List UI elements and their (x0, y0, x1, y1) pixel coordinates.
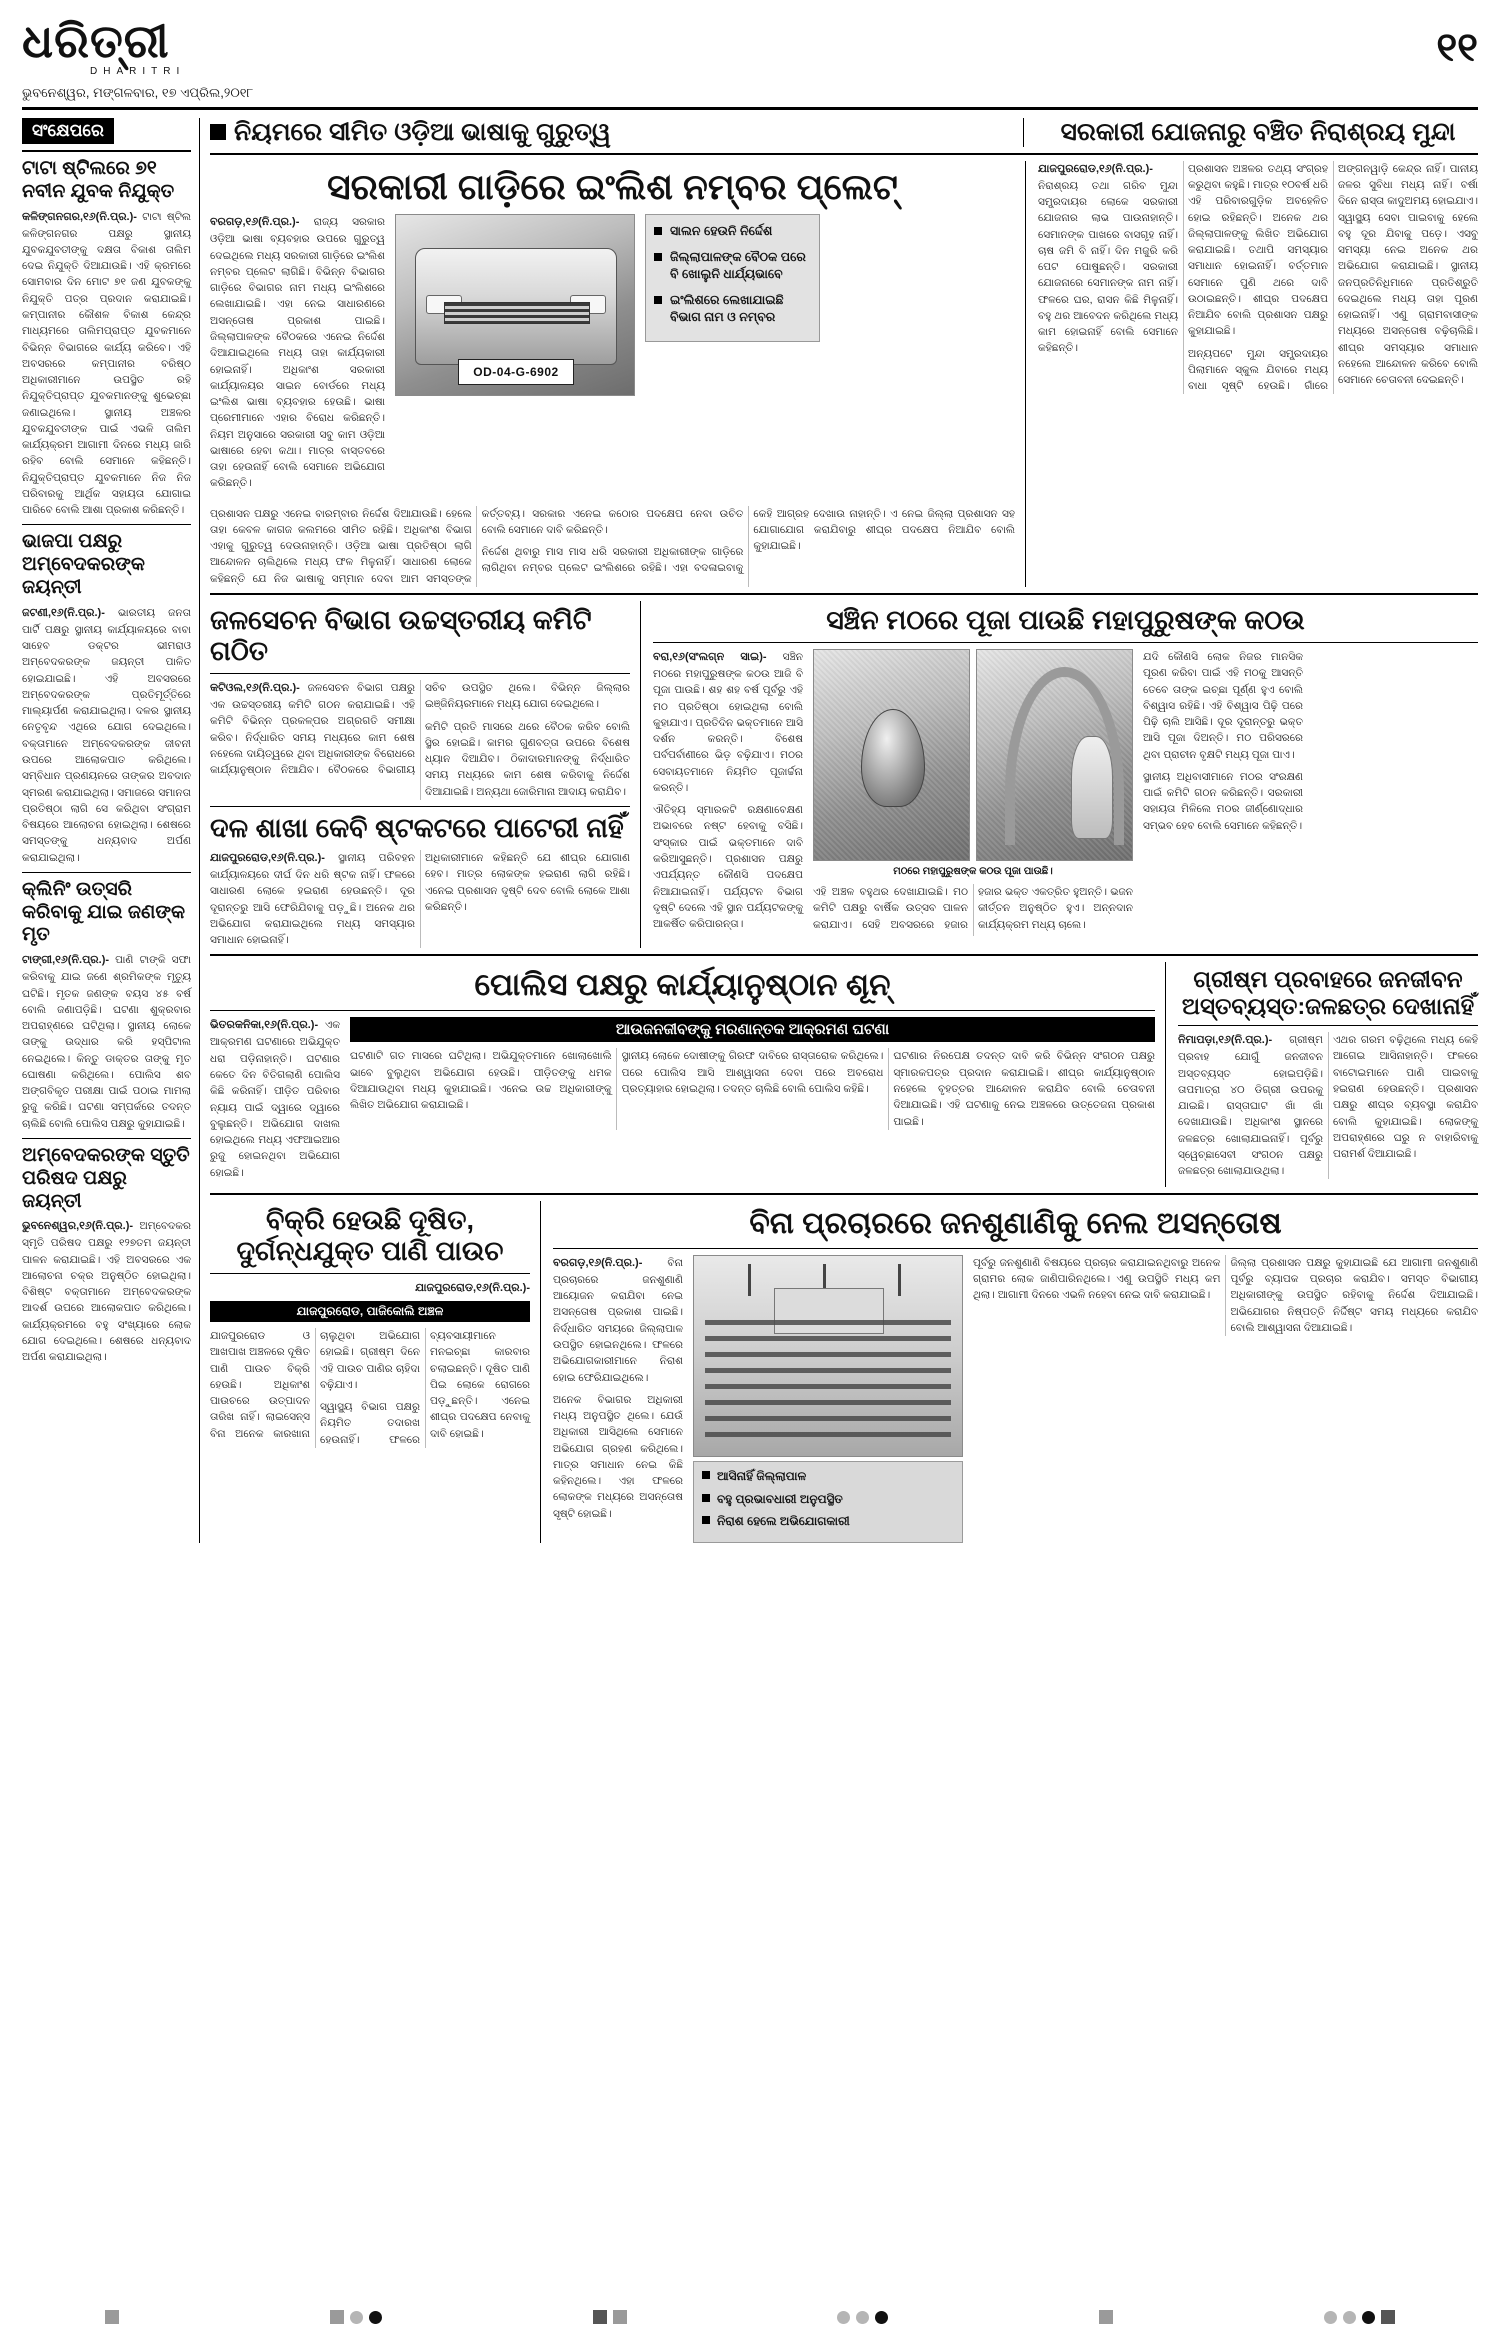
item-headline: ଟାଟା ଷ୍ଟିଲରେ ୭୧ ନବୀନ ଯୁବକ ନିଯୁକ୍ତ (22, 158, 175, 202)
grille (444, 302, 590, 325)
hearing-headline: ବିନା ପ୍ରଚାରରେ ଜନଶୁଣାଣିକୁ ନେଲ ଅସନ୍ତୋଷ (749, 1206, 1282, 1240)
hearing-dateline: ବରଗଡ଼,୧୬(ନି.ପ୍ର.)- (553, 1256, 643, 1269)
item-headline: କ୍ଲିନିଂ ଉତ୍ସରି କରିବାକୁ ଯାଇ ଜଣଙ୍କ ମୃତ (22, 878, 186, 946)
police-subhead-bar: ଆଉଜନଜୀବଙ୍କୁ ମରଣାନ୍ତକ ଆକ୍ରମଣ ଘଟଣା (350, 1017, 1155, 1042)
math-far-body-1: ଯଦି କୌଣସି ଲୋକ ନିଜର ମାନସିକ ପୂରଣ କରିବା ପାଇଁ ଏହି ମଠକୁ ଆସନ୍ତି ତେବେ ତାଙ୍କ ଇଚ୍ଛା ପୂର୍ଣ୍ଣ ହୁଏ ବୋଲି ବିଶ୍ୱାସ ରହିଛି। ଏହି ବିଶ୍ୱାସ ପିଢ଼ି ପରେ ପିଢ଼ି ଚାଲି ଆସିଛି। ଦୂର ଦୂରାନ୍ତରୁ ଭକ୍ତ ଆସି ପୂଜା ଦିଅନ୍ତି। ମଠ ପରିସରରେ ଥିବା ପ୍ରାଚୀନ ବୃକ୍ଷଟି ମଧ୍ୟ ପୂଜା ପାଏ। (1143, 651, 1303, 761)
masthead (22, 15, 1478, 110)
newspaper-logo: ଧରିତ୍ରୀ (22, 15, 170, 67)
priest-figure (1071, 736, 1113, 839)
bullet-item: ସାଲନ ହେଉନି ନିର୍ଦ୍ଦେଶ (654, 223, 811, 240)
bullet-item: ଜିଲ୍ଲାପାଳଙ୍କ ବୈଠକ ପରେ ବି ଖୋଲୁନି ଧାର୍ଯ୍ୟଭାବେ (654, 249, 811, 283)
math-photo-caption: ମଠରେ ମହାପୁରୁଷଙ୍କ କଠଉ ପୂଜା ପାଉଛି। (893, 866, 1053, 878)
bjp-anniversary-item (22, 531, 191, 865)
ceiling-lamp-icon (748, 1264, 751, 1296)
caption-bullet: ଆସିନାହିଁ ଜିଲ୍ଲାପାଳ (702, 1468, 954, 1485)
registration-square (1381, 2310, 1395, 2324)
kicker-left: ନିୟମରେ ସୀମିତ ଓଡ଼ିଆ ଭାଷାକୁ ଗୁରୁତ୍ୱ (234, 118, 611, 146)
kicker-right: ସରକାରୀ ଯୋଜନାରୁ ବଞ୍ଚିତ ନିରାଶ୍ରୟ ମୁନ୍ଦା (1060, 118, 1456, 146)
main-headline: ସରକାରୀ ଗାଡ଼ିରେ ଇଂଲିଶ ନମ୍ବର ପ୍ଲେଟ୍ (327, 165, 898, 207)
audience-rows (705, 1320, 952, 1444)
item-dateline: ଟାଙ୍ଗୀ,୧୬(ନି.ପ୍ର.)- (22, 954, 110, 967)
tata-skill-item (22, 158, 191, 518)
top-right-dateline: ଯାଜପୁରରୋଡ,୧୬(ନି.ପ୍ର.)- (1038, 162, 1153, 175)
registration-circle (837, 2311, 850, 2324)
hearing-photo-caption-box (693, 1461, 963, 1543)
top-body-1: ରାଜ୍ୟ ସରକାର ଓଡ଼ିଆ ଭାଷା ବ୍ୟବହାର ଉପରେ ଗୁରୁତ୍ୱ ଦେଇଥିଲେ ମଧ୍ୟ ସରକାରୀ ଗାଡ଼ିରେ ଇଂଲିଶ ନମ୍ବର ପ୍ଲେଟ ଲାଗିଛି। ବିଭିନ୍ନ ବିଭାଗର ଗାଡ଼ିରେ ବିଭାଗର ନାମ ମଧ୍ୟ ଇଂଲିଶରେ ଲେଖାଯାଇଛି। ଏହା ନେଇ ସାଧାରଣରେ ଅସନ୍ତୋଷ ପ୍ରକାଶ ପାଇଛି। ଜିଲ୍ଲାପାଳଙ୍କ ବୈଠକରେ ଏନେଇ ନିର୍ଦ୍ଦେଶ ଦିଆଯାଇଥିଲେ ମଧ୍ୟ ତାହା କାର୍ଯ୍ୟକାରୀ ହୋଇନାହିଁ। ଅଧିକାଂଶ ସରକାରୀ କାର୍ଯ୍ୟାଳୟର ସାଇନ ବୋର୍ଡରେ ମଧ୍ୟ ଇଂଲିଶ ଭାଷା ବ୍ୟବହାର ହେଉଛି। ଭାଷା ପ୍ରେମୀମାନେ ଏହାର ବିରୋଧ କରିଛନ୍ତି। ନିୟମ ଅନୁସାରେ ସରକାରୀ ସବୁ କାମ ଓଡ଼ିଆ ଭାଷାରେ ହେବା କଥା। ମାତ୍ର ବାସ୍ତବରେ ତାହା ହେଉନାହିଁ ବୋଲି ସେମାନେ ଅଭିଯୋଗ କରିଛନ୍ତି। (210, 216, 385, 490)
math-body-2: ଐତିହ୍ୟ ସ୍ମାରକଟି ରକ୍ଷଣାବେକ୍ଷଣ ଅଭାବରେ ନଷ୍ଟ ହେବାକୁ ବସିଛି। ସଂସ୍କାର ପାଇଁ ଭକ୍ତମାନେ ଦାବି କରିଆସୁଛନ୍ତି। ପ୍ରଶାସନ ପକ୍ଷରୁ ଏପର୍ଯ୍ୟନ୍ତ କୌଣସି ପଦକ୍ଷେପ ନିଆଯାଇନାହିଁ। ପର୍ଯ୍ୟଟନ ବିଭାଗ ଦୃଷ୍ଟି ଦେଲେ ଏହି ସ୍ଥାନ ପର୍ଯ୍ୟଟକଙ୍କୁ ଆକର୍ଷିତ କରିପାରନ୍ତା। (653, 804, 803, 931)
math-photo-1 (813, 649, 970, 861)
stock-body-1: ସ୍ଥାନୀୟ ପରିବହନ କାର୍ଯ୍ୟାଳୟରେ ଦୀର୍ଘ ଦିନ ଧରି ଷ୍ଟକ ନାହିଁ। ଫଳରେ ସାଧାରଣ ଲୋକେ ହଇରାଣ ହେଉଛନ୍ତି। ଦୂର ଦୂରାନ୍ତରୁ ଆସି ଫେରିଯିବାକୁ ପଡ଼ୁଛି। ଅନେକ ଥର ଅଭିଯୋଗ କରାଯାଇଥିଲେ ମଧ୍ୟ ସମସ୍ୟାର ସମାଧାନ ହୋଇନାହିଁ। (210, 851, 416, 947)
math-dateline: ବରା,୧୬(ସଂଲଗ୍ନ ସାଇ)- (653, 651, 767, 664)
page-body (22, 118, 1478, 1543)
math-far-body-2: ସ୍ଥାନୀୟ ଅଧିବାସୀମାନେ ମଠର ସଂରକ୍ଷଣ ପାଇଁ କମିଟି ଗଠନ କରିଛନ୍ତି। ସରକାରୀ ସହାୟତା ମିଳିଲେ ମଠର ଜୀର୍ଣ୍ଣୋଦ୍ଧାର ସମ୍ଭବ ହେବ ବୋଲି ସେମାନେ କହିଛନ୍ତି। (1143, 770, 1303, 832)
top-right-body-2: ପ୍ରଶାସନ ଅଞ୍ଚଳର ତଥ୍ୟ ସଂଗ୍ରହ କରୁଥିବା କହୁଛି। ମାତ୍ର ୧୦ବର୍ଷ ଧରି ଏହି ପରିବାରଗୁଡ଼ିକ ଅବହେଳିତ ହୋଇ ରହିଛନ୍ତି। ଅନେକ ଥର ଜିଲ୍ଲାପାଳଙ୍କୁ ଲିଖିତ ଅଭିଯୋଗ କରାଯାଇଛି। ତଥାପି ସମସ୍ୟାର ସମାଧାନ ହୋଇନାହିଁ। ବର୍ତ୍ତମାନ ସେମାନେ ପୁଣି ଥରେ ଦାବି ଉଠାଇଛନ୍ତି। ଶୀଘ୍ର ପଦକ୍ଷେପ ନିଆଯିବ ବୋଲି ପ୍ରଶାସନ ପକ୍ଷରୁ କୁହାଯାଇଛି। (1188, 162, 1328, 338)
public-hearing-photo (693, 1255, 963, 1457)
item-body: ଅମ୍ବେଦକର ସ୍ମୃତି ପରିଷଦ ପକ୍ଷରୁ ୧୨୭ତମ ଜୟନ୍ତୀ ପାଳନ କରାଯାଇଛି। ଏହି ଅବସରରେ ଏକ ଆଲୋଚନା ଚକ୍ର ଅନୁଷ୍ଠିତ ହୋଇଥିଲା। ବିଶିଷ୍ଟ ବକ୍ତାମାନେ ଅମ୍ବେଦକରଙ୍କ ଆଦର୍ଶ ଉପରେ ଆଲୋକପାତ କରିଥିଲେ। କାର୍ଯ୍ୟକ୍ରମରେ ବହୁ ସଂଖ୍ୟାରେ ଲୋକ ଯୋଗ ଦେଇଥିଲେ। ଶେଷରେ ଧନ୍ୟବାଦ ଅର୍ପଣ କରାଯାଇଥିଲା। (22, 1220, 191, 1364)
item-dateline: କଳିଙ୍ଗନଗର,୧୬(ନି.ପ୍ର.)- (22, 210, 137, 223)
registration-square (330, 2310, 344, 2324)
print-registration-marks (0, 2300, 1500, 2334)
top-body-3: ନିର୍ଦ୍ଦେଶ ଥିବାରୁ ମାସ ମାସ ଧରି ସରକାରୀ ଅଧିକାରୀଙ୍କ ଗାଡ଼ିରେ ଲାଗିଥିବା ନମ୍ବର ପ୍ଲେଟ ଇଂଲିଶରେ ରହିଛି। ଏହା ବଦଳାଇବାକୁ କେହି ଆଗ୍ରହ ଦେଖାଉ ନାହାନ୍ତି। ଏ ନେଇ ଜିଲ୍ଲା ପ୍ରଶାସନ ସହ ଯୋଗାଯୋଗ କରାଯିବାରୁ ଶୀଘ୍ର ପଦକ୍ଷେପ ନିଆଯିବ ବୋଲି କୁହାଯାଇଛି। (481, 507, 1015, 575)
registration-circle (1362, 2311, 1375, 2324)
top-right-body-1: ନିରାଶ୍ରୟ ତଥା ଗରିବ ମୁନ୍ଦା ସମ୍ପ୍ରଦାୟର ଲୋକେ ସରକାରୀ ଯୋଜନାର ଲାଭ ପାଉନାହାନ୍ତି। ସେମାନଙ୍କ ପାଖରେ ବାସଗୃହ ନାହିଁ। ଚାଷ ଜମି ବି ନାହିଁ। ଦିନ ମଜୁରି କରି ପେଟ ପୋଷୁଛନ୍ତି। ସରକାରୀ ଯୋଜନାରେ ସେମାନଙ୍କ ନାମ ନାହିଁ। ଫଳରେ ଘର, ରାସନ କିଛି ମିଳୁନାହିଁ। ବହୁ ଥର ଆବେଦନ କରିଥିଲେ ମଧ୍ୟ କାମ ହୋଇନାହିଁ ବୋଲି ସେମାନେ କହିଛନ୍ତି। (1038, 179, 1178, 355)
bullet-square-icon (210, 124, 226, 140)
registration-square (1099, 2310, 1113, 2324)
top-bullet-box (645, 214, 820, 341)
water-pouch-headline: ବିକ୍ରି ହେଉଛି ଦୂଷିତ, ଦୁର୍ଗନ୍ଧଯୁକ୍ତ ପାଣି ପାଉଚ (236, 1204, 504, 1266)
police-body-3: ସ୍ଥାନୀୟ ଲୋକେ ଦୋଷୀଙ୍କୁ ଗିରଫ ଦାବିରେ ରାସ୍ତାରୋକ କରିଥିଲେ। ପରେ ପୋଲିସ ଆସି ଆଶ୍ୱାସନା ଦେବା ପରେ ଅବରୋଧ ପ୍ରତ୍ୟାହାର ହୋଇଥିଲା। ତଦନ୍ତ ଚାଲିଛି ବୋଲି ପୋଲିସ କହିଛି। (621, 1050, 884, 1095)
registration-circle (1343, 2311, 1356, 2324)
math-headline: ସଞ୍ଚିନ ମଠରେ ପୂଜା ପାଉଛି ମହାପୁରୁଷଙ୍କ କଠଉ (826, 604, 1305, 635)
item-headline: ଭାଜପା ପକ୍ଷରୁ ଅମ୍ବେଦକରଙ୍କ ଜୟନ୍ତୀ (22, 531, 145, 599)
irrigation-body-1: ଜଳସେଚନ ବିଭାଗ ପକ୍ଷରୁ ଏକ ଉଚ୍ଚସ୍ତରୀୟ କମିଟି ଗଠନ କରାଯାଇଛି। ଏହି କମିଟି ବିଭିନ୍ନ ପ୍ରକଳ୍ପର ଅଗ୍ରଗତି ସମୀକ୍ଷା କରିବ। ନିର୍ଦ୍ଧାରିତ ସମୟ ମଧ୍ୟରେ କାମ ଶେଷ ନହେଲେ ଦାୟିତ୍ୱରେ ଥିବା ଅଧିକାରୀଙ୍କ ବିରୋଧରେ କାର୍ଯ୍ୟାନୁଷ୍ଠାନ ନିଆଯିବ। ବୈଠକରେ ବିଭାଗୀୟ ସଚିବ ଉପସ୍ଥିତ ଥିଲେ। ବିଭିନ୍ନ ଜିଲ୍ଲାର ଇଞ୍ଜିନିୟରମାନେ ମଧ୍ୟ ଯୋଗ ଦେଇଥିଲେ। (210, 682, 630, 777)
registration-square (105, 2310, 119, 2324)
item-headline: ଅମ୍ବେଦକରଙ୍କ ସ୍ତୁତି ପରିଷଦ ପକ୍ଷରୁ ଜୟନ୍ତୀ (22, 1144, 190, 1212)
caption-bullet: ବହୁ ପ୍ରଭାବଧାରୀ ଅନୁପସ୍ଥିତ (702, 1491, 954, 1508)
hearing-body-1: ବିନା ପ୍ରଚାରରେ ଜନଶୁଣାଣି ଆୟୋଜନ କରାଯିବା ନେଇ ଅସନ୍ତୋଷ ପ୍ରକାଶ ପାଇଛି। ନିର୍ଦ୍ଧାରିତ ସମୟରେ ଜିଲ୍ଲାପାଳ ଉପସ୍ଥିତ ହୋଇନଥିଲେ। ଫଳରେ ଅଭିଯୋଗକାରୀମାନେ ନିରାଶ ହୋଇ ଫେରିଯାଇଥିଲେ। (553, 1256, 683, 1384)
deity-figure (861, 709, 925, 808)
heat-headline: ଗ୍ରୀଷ୍ମ ପ୍ରବାହରେ ଜନଜୀବନ ଅସ୍ତବ୍ୟସ୍ତ:ଜଳଛତ୍ର ଦେଖାନାହିଁ (1181, 966, 1475, 1019)
masthead-dateline: ଭୁବନେଶ୍ୱର, ମଙ୍ଗଳବାର, ୧୭ ଏପ୍ରିଲ,୨୦୧୮ (22, 85, 254, 100)
ceiling-lamp-icon (898, 1264, 901, 1296)
ambedkar-statue-item (22, 1145, 191, 1366)
heat-body-2: ଏଥର ଗରମ ବଢ଼ିଥିଲେ ମଧ୍ୟ କେହି ଆଗେଇ ଆସିନାହାନ୍ତି। ଫଳରେ ବାଟୋଇମାନେ ପାଣି ପାଇବାକୁ ହଇରାଣ ହେଉଛନ୍ତି। ପ୍ରଶାସନ ପକ୍ଷରୁ ଶୀଘ୍ର ବ୍ୟବସ୍ଥା କରାଯିବ ବୋଲି କୁହାଯାଇଛି। ଲୋକଙ୍କୁ ଅପରାହ୍ଣରେ ଘରୁ ନ ବାହାରିବାକୁ ପରାମର୍ଶ ଦିଆଯାଇଛି। (1333, 1034, 1478, 1161)
water-pouch-dateline: ଯାଜପୁରରୋଡ,୧୬(ନି.ପ୍ର.)- (415, 1281, 530, 1294)
registration-circle (875, 2311, 888, 2324)
registration-circle (350, 2311, 363, 2324)
hearing-body-4: ଜିଲ୍ଲା ପ୍ରଶାସନ ପକ୍ଷରୁ କୁହାଯାଇଛି ଯେ ଆଗାମୀ ଜନଶୁଣାଣି ପୂର୍ବରୁ ବ୍ୟାପକ ପ୍ରଚାର କରାଯିବ। ସମସ୍ତ ବିଭାଗୀୟ ଅଧିକାରୀଙ୍କୁ ଉପସ୍ଥିତ ରହିବାକୁ ନିର୍ଦ୍ଦେଶ ଦିଆଯାଇଛି। ଅଭିଯୋଗର ନିଷ୍ପତ୍ତି ନିର୍ଦ୍ଦିଷ୍ଟ ସମୟ ମଧ୍ୟରେ କରାଯିବ ବୋଲି ଆଶ୍ୱାସନା ଦିଆଯାଇଛି। (1230, 1256, 1478, 1334)
hearing-body-3: ପୂର୍ବରୁ ଜନଶୁଣାଣି ବିଷୟରେ ପ୍ରଚାର କରାଯାଇନଥିବାରୁ ଅନେକ ଗ୍ରାମର ଲୋକ ଜାଣିପାରିନଥିଲେ। ଏଣୁ ଉପସ୍ଥିତି ମଧ୍ୟ କମ ଥିଲା। ଆଗାମୀ ଦିନରେ ଏଭଳି ନହେବା ନେଇ ଦାବି କରାଯାଇଛି। (973, 1256, 1221, 1302)
math-body-1: ସଞ୍ଚିନ ମଠରେ ମହାପୁରୁଷଙ୍କ କଠଉ ଆଜି ବି ପୂଜା ପାଉଛି। ଶହ ଶହ ବର୍ଷ ପୂର୍ବରୁ ଏହି ମଠ ପ୍ରତିଷ୍ଠା ହୋଇଥିଲା ବୋଲି କୁହାଯାଏ। ପ୍ରତିଦିନ ଭକ୍ତମାନେ ଆସି ଦର୍ଶନ କରନ୍ତି। ବିଶେଷ ପର୍ବପର୍ବାଣୀରେ ଭିଡ଼ ବଢ଼ିଯାଏ। ମଠର ସେବାୟତମାନେ ନିୟମିତ ପୂଜାର୍ଚ୍ଚନା କରନ୍ତି। (653, 651, 804, 794)
item-body: ଟାଟା ଷ୍ଟିଲ କଳିଙ୍ଗନଗର ପକ୍ଷରୁ ସ୍ଥାନୀୟ ଯୁବକଯୁବତୀଙ୍କୁ ଦକ୍ଷତା ବିକାଶ ତାଲିମ ଦେଇ ନିଯୁକ୍ତି ଦିଆଯାଉଛି। ଏହି କ୍ରମରେ ସୋମବାର ଦିନ ମୋଟ ୭୧ ଜଣ ଯୁବକଙ୍କୁ ନିଯୁକ୍ତି ପତ୍ର ପ୍ରଦାନ କରାଯାଇଛି। କମ୍ପାନୀର କୌଶଳ ବିକାଶ କେନ୍ଦ୍ର ମାଧ୍ୟମରେ ତାଲିମପ୍ରାପ୍ତ ଯୁବକମାନେ ବିଭିନ୍ନ ବିଭାଗରେ କାର୍ଯ୍ୟ କରିବେ। ଏହି ଅବସରରେ କମ୍ପାନୀର ବରିଷ୍ଠ ଅଧିକାରୀମାନେ ଉପସ୍ଥିତ ରହି ନିଯୁକ୍ତିପ୍ରାପ୍ତ ଯୁବକମାନଙ୍କୁ ଶୁଭେଚ୍ଛା ଜଣାଇଥିଲେ। ସ୍ଥାନୀୟ ଅଞ୍ଚଳର ଯୁବକଯୁବତୀଙ୍କ ପାଇଁ ଏଭଳି ତାଲିମ କାର୍ଯ୍ୟକ୍ରମ ଆଗାମୀ ଦିନରେ ମଧ୍ୟ ଜାରି ରହିବ ବୋଲି ସେମାନେ କହିଛନ୍ତି। ନିଯୁକ୍ତିପ୍ରାପ୍ତ ଯୁବକମାନେ ନିଜ ନିଜ ପରିବାରକୁ ଆର୍ଥିକ ସହାୟତା ଯୋଗାଇ ପାରିବେ ବୋଲି ଆଶା ପ୍ରକାଶ କରିଛନ୍ତି। (22, 210, 191, 517)
police-body-2: ଘଟଣାଟି ଗତ ମାସରେ ଘଟିଥିଲା। ଅଭିଯୁକ୍ତମାନେ ଖୋଲାଖୋଲି ଭାବେ ବୁଲୁଥିବା ଅଭିଯୋଗ ହେଉଛି। ପୀଡ଼ିତଙ୍କୁ ଧମକ ଦିଆଯାଉଥିବା ମଧ୍ୟ କୁହାଯାଇଛି। ଏନେଇ ଉଚ୍ଚ ଅଧିକାରୀଙ୍କୁ ଲିଖିତ ଅଭିଯୋଗ କରାଯାଇଛି। (350, 1050, 612, 1112)
water-pouch-body-1: ଯାଜପୁରରୋଡ ଓ ଆଖପାଖ ଅଞ୍ଚଳରେ ଦୂଷିତ ପାଣି ପାଉଚ ବିକ୍ରି ହେଉଛି। ଅଧିକାଂଶ ପାଉଚରେ ଉତ୍ପାଦନ ତାରିଖ ନାହିଁ। ଲାଇସେନ୍ସ ବିନା ଅନେକ କାରଖାନା ଚାଲୁଥିବା ଅଭିଯୋଗ ହୋଇଛି। ଗ୍ରୀଷ୍ମ ଦିନେ ଏହି ପାଉଚ ପାଣିର ଚାହିଦା ବଢ଼ିଯାଏ। (210, 1330, 420, 1440)
irrigation-dateline: କଟିଓଲ,୧୬(ନି.ପ୍ର.)- (210, 682, 300, 695)
main-content (210, 118, 1478, 1543)
registration-circle (369, 2311, 382, 2324)
top-dateline: ବରଗଡ଼,୧୬(ନି.ପ୍ର.)- (210, 216, 300, 229)
item-dateline: ଭୁବନେଶ୍ୱର,୧୬(ନି.ପ୍ର.)- (22, 1220, 134, 1233)
left-sidebar (22, 118, 200, 1543)
vehicle-body (415, 248, 617, 365)
sidebar-label: ସଂକ୍ଷେପରେ (22, 118, 114, 144)
cleaning-death-item (22, 879, 191, 1132)
number-plate: OD-04-G-6902 (458, 359, 574, 384)
item-body: ଭାରତୀୟ ଜନତା ପାର୍ଟି ପକ୍ଷରୁ ସ୍ଥାନୀୟ କାର୍ଯ୍ୟାଳୟରେ ବାବା ସାହେବ ଡକ୍ଟର ଭୀମରାଓ ଅମ୍ବେଦକରଙ୍କ ଜୟନ୍ତୀ ପାଳିତ ହୋଇଯାଇଛି। ଏହି ଅବସରରେ ଅମ୍ବେଦକରଙ୍କ ପ୍ରତିମୂର୍ତ୍ତିରେ ମାଲ୍ୟାର୍ପଣ କରାଯାଇଥିଲା। ଦଳର ସ୍ଥାନୀୟ ନେତୃବୃନ୍ଦ ଏଥିରେ ଯୋଗ ଦେଇଥିଲେ। ବକ୍ତାମାନେ ଅମ୍ବେଦକରଙ୍କ ଜୀବନୀ ଉପରେ ଆଲୋକପାତ କରିଥିଲେ। ସମ୍ବିଧାନ ପ୍ରଣୟନରେ ତାଙ୍କର ଅବଦାନ ସ୍ମରଣ କରାଯାଇଥିଲା। ସମାଜରେ ସମାନତା ପ୍ରତିଷ୍ଠା ଲାଗି ସେ କରିଥିବା ସଂଗ୍ରାମ ବିଷୟରେ ଆଲୋଚନା ହୋଇଥିଲା। ଶେଷରେ ସମସ୍ତଙ୍କୁ ଧନ୍ୟବାଦ ଅର୍ପଣ କରାଯାଇଥିଲା। (22, 606, 191, 864)
newspaper-logo-subtitle: DHARITRI (90, 66, 186, 77)
caption-bullet: ନିରାଶ ହେଲେ ଅଭିଯୋଗକାରୀ (702, 1513, 954, 1530)
irrigation-headline: ଜଳସେଚନ ବିଭାଗ ଉଚ୍ଚସ୍ତରୀୟ କମିଟି ଗଠିତ (210, 604, 592, 667)
govt-vehicle-photo (395, 214, 635, 396)
irrigation-body-2: କମିଟି ପ୍ରତି ମାସରେ ଥରେ ବୈଠକ କରିବ ବୋଲି ସ୍ଥିର ହୋଇଛି। କାମର ଗୁଣବତ୍ତା ଉପରେ ବିଶେଷ ଧ୍ୟାନ ଦିଆଯିବ। ଠିକାଦାରମାନଙ୍କୁ ନିର୍ଦ୍ଧାରିତ ସମୟ ମଧ୍ୟରେ କାମ ଶେଷ କରିବାକୁ ନିର୍ଦ୍ଦେଶ ଦିଆଯାଇଛି। ଅନ୍ୟଥା ଜୋରିମାନା ଆଦାୟ କରାଯିବ। (425, 720, 630, 798)
stock-body-2: ଅଧିକାରୀମାନେ କହିଛନ୍ତି ଯେ ଶୀଘ୍ର ଯୋଗାଣ ହେବ। ମାତ୍ର ଲୋକଙ୍କ ହଇରାଣ ଲାଗି ରହିଛି। ଏନେଇ ପ୍ରଶାସନ ଦୃଷ୍ଟି ଦେବ ବୋଲି ଲୋକେ ଆଶା କରିଛନ୍ତି। (425, 851, 630, 913)
water-pouch-body-2: ସ୍ୱାସ୍ଥ୍ୟ ବିଭାଗ ପକ୍ଷରୁ ନିୟମିତ ତଦାରଖ ହେଉନାହିଁ। ଫଳରେ ବ୍ୟବସାୟୀମାନେ ମନଇଚ୍ଛା କାରବାର ଚଲାଇଛନ୍ତି। ଦୂଷିତ ପାଣି ପିଇ ଲୋକେ ରୋଗରେ ପଡ଼ୁଛନ୍ତି। ଏନେଇ ଶୀଘ୍ର ପଦକ୍ଷେପ ନେବାକୁ ଦାବି ହୋଇଛି। (320, 1330, 530, 1446)
registration-circle (1324, 2311, 1337, 2324)
police-headline: ପୋଲିସ ପକ୍ଷରୁ କାର୍ଯ୍ୟାନୁଷ୍ଠାନ ଶୂନ୍ (474, 967, 891, 1003)
registration-square (613, 2310, 627, 2324)
registration-circle (856, 2311, 869, 2324)
heat-body-1: ଗ୍ରୀଷ୍ମ ପ୍ରବାହ ଯୋଗୁଁ ଜନଜୀବନ ଅସ୍ତବ୍ୟସ୍ତ ହୋଇପଡ଼ିଛି। ତାପମାତ୍ରା ୪୦ ଡିଗ୍ରୀ ଉପରକୁ ଯାଇଛି। ରାସ୍ତାଘାଟ ଖାଁ ଖାଁ ଦେଖାଯାଉଛି। ଅଧିକାଂଶ ସ୍ଥାନରେ ଜଳଛତ୍ର ଖୋଲାଯାଇନାହିଁ। ପୂର୍ବରୁ ସ୍ୱେଚ୍ଛାସେବୀ ସଂଗଠନ ପକ୍ଷରୁ ଜଳଛତ୍ର ଖୋଲାଯାଉଥିଲା। (1178, 1034, 1323, 1178)
math-photo-2 (976, 649, 1133, 861)
item-body: ପାଣି ଟାଙ୍କି ସଫା କରିବାକୁ ଯାଇ ଜଣେ ଶ୍ରମିକଙ୍କ ମୃତ୍ୟୁ ଘଟିଛି। ମୃତକ ଜଣଙ୍କ ବୟସ ୪୫ ବର୍ଷ ବୋଲି ଜଣାପଡ଼ିଛି। ଘଟଣା ଶୁକ୍ରବାର ଅପରାହ୍ଣରେ ଘଟିଥିଲା। ସ୍ଥାନୀୟ ଲୋକେ ତାଙ୍କୁ ଉଦ୍ଧାର କରି ହସ୍ପିଟାଲ ନେଇଥିଲେ। କିନ୍ତୁ ଡାକ୍ତର ତାଙ୍କୁ ମୃତ ଘୋଷଣା କରିଥିଲେ। ପୋଲିସ ଶବ ଅଙ୍ଗବିକୃତ ପରୀକ୍ଷା ପାଇଁ ପଠାଇ ମାମଲା ରୁଜୁ କରିଛି। ଘଟଣା ସମ୍ପର୍କରେ ତଦନ୍ତ ଚାଲିଛି ବୋଲି ପୋଲିସ ପକ୍ଷରୁ କୁହାଯାଇଛି। (22, 954, 192, 1130)
stock-headline: ଦଳ ଶାଖା କେବି ଷ୍ଟକଟରେ ପାଟେରୀ ନାହିଁ (210, 812, 624, 843)
heat-dateline: ନିମାପଡ଼ା,୧୬(ନି.ପ୍ର.)- (1178, 1034, 1273, 1047)
police-body-4: ଘଟଣାର ନିରପେକ୍ଷ ତଦନ୍ତ ଦାବି କରି ବିଭିନ୍ନ ସଂଗଠନ ପକ୍ଷରୁ ସ୍ମାରକପତ୍ର ପ୍ରଦାନ କରାଯାଇଛି। ଶୀଘ୍ର କାର୍ଯ୍ୟାନୁଷ୍ଠାନ ନହେଲେ ବୃହତ୍ତର ଆନ୍ଦୋଳନ କରାଯିବ ବୋଲି ଚେତାବନୀ ଦିଆଯାଇଛି। ଏହି ଘଟଣାକୁ ନେଇ ଅଞ୍ଚଳରେ ଉତ୍ତେଜନା ପ୍ରକାଶ ପାଇଛି। (893, 1050, 1155, 1128)
bullet-item: ଇଂଲିଶରେ ଲେଖାଯାଇଛି ବିଭାଗ ନାମ ଓ ନମ୍ବର (654, 292, 811, 326)
page-number: ୧୧ (1436, 26, 1478, 70)
item-dateline: ଜଟଣୀ,୧୬(ନି.ପ୍ର.)- (22, 606, 105, 619)
masthead-left (22, 15, 254, 101)
water-pouch-label-bar: ଯାଜପୁରରୋଡ, ପାଜିକୋଲି ଅଞ୍ଚଳ (210, 1301, 530, 1322)
top-body-2: ପ୍ରଶାସନ ପକ୍ଷରୁ ଏନେଇ ବାରମ୍ବାର ନିର୍ଦ୍ଦେଶ ଦିଆଯାଉଛି। ହେଲେ ତାହା କେବଳ କାଗଜ କଲମରେ ସୀମିତ ରହିଛି। ଅଧିକାଂଶ ବିଭାଗ ଏହାକୁ ଗୁରୁତ୍ୱ ଦେଉନାହାନ୍ତି। ଓଡ଼ିଆ ଭାଷା ପ୍ରତିଷ୍ଠା ଲାଗି ଆନ୍ଦୋଳନ ଚାଲିଥିଲେ ମଧ୍ୟ ଫଳ ମିଳୁନାହିଁ। ସାଧାରଣ ଲୋକେ କହିଛନ୍ତି ଯେ ନିଜ ଭାଷାକୁ ସମ୍ମାନ ଦେବା ଆମ ସମସ୍ତଙ୍କ କର୍ତ୍ତବ୍ୟ। ସରକାର ଏନେଇ କଠୋର ପଦକ୍ଷେପ ନେବା ଉଚିତ ବୋଲି ସେମାନେ ଦାବି କରିଛନ୍ତି। (210, 507, 744, 585)
police-dateline: ଭିତରକନିକା,୧୬(ନି.ପ୍ର.)- (210, 1019, 319, 1032)
math-body-3: ଏହି ଅଞ୍ଚଳ ବହୁଥର ଦେଖାଯାଇଛି। ମଠ କମିଟି ପକ୍ଷରୁ ବାର୍ଷିକ ଉତ୍ସବ ପାଳନ କରାଯାଏ। ସେହି ଅବସରରେ ହଜାର ହଜାର ଭକ୍ତ ଏକତ୍ରିତ ହୁଅନ୍ତି। ଭଜନ କୀର୍ତ୍ତନ ଅନୁଷ୍ଠିତ ହୁଏ। ଅନ୍ନଦାନ କାର୍ଯ୍ୟକ୍ରମ ମଧ୍ୟ ଚାଲେ। (813, 886, 1133, 931)
top-far-right-body: ଅନ୍ୟପଟେ ମୁନ୍ଦା ସମ୍ପ୍ରଦାୟର ପିଲାମାନେ ସ୍କୁଲ ଯିବାରେ ମଧ୍ୟ ବାଧା ସୃଷ୍ଟି ହେଉଛି। ଗାଁରେ ଅଙ୍ଗନୱାଡ଼ି କେନ୍ଦ୍ର ନାହିଁ। ପାନୀୟ ଜଳର ସୁବିଧା ମଧ୍ୟ ନାହିଁ। ବର୍ଷା ଦିନେ ରାସ୍ତା କାଦୁଅମୟ ହୋଇଯାଏ। ସ୍ୱାସ୍ଥ୍ୟ ସେବା ପାଇବାକୁ ହେଲେ ବହୁ ଦୂର ଯିବାକୁ ପଡ଼େ। ଏସବୁ ସମସ୍ୟା ନେଇ ଅନେକ ଥର ଅଭିଯୋଗ କରାଯାଇଛି। ସ୍ଥାନୀୟ ଜନପ୍ରତିନିଧିମାନେ ପ୍ରତିଶ୍ରୁତି ଦେଇଥିଲେ ମଧ୍ୟ ତାହା ପୂରଣ ହୋଇନାହିଁ। ଏଣୁ ଗ୍ରାମବାସୀଙ୍କ ମଧ୍ୟରେ ଅସନ୍ତୋଷ ବଢ଼ିଚାଲିଛି। ଶୀଘ୍ର ସମସ୍ୟାର ସମାଧାନ ନହେଲେ ଆନ୍ଦୋଳନ କରିବେ ବୋଲି ସେମାନେ ଚେତାବନୀ ଦେଇଛନ୍ତି। (1188, 162, 1478, 393)
stock-dateline: ଯାଜପୁରରୋଡ,୧୬(ନି.ପ୍ର.)- (210, 851, 325, 864)
police-body-1: ଏକ ଆକ୍ରମଣ ଘଟଣାରେ ଅଭିଯୁକ୍ତ ଧରା ପଡ଼ିନାହାନ୍ତି। ଘଟଣାର କେତେ ଦିନ ବିତିଗଲାଣି ପୋଲିସ କିଛି କରିନାହିଁ। ପୀଡ଼ିତ ପରିବାର ନ୍ୟାୟ ପାଇଁ ଦ୍ୱାରେ ଦ୍ୱାରେ ବୁଲୁଛନ୍ତି। ଅଭିଯୋଗ ଦାଖଲ ହୋଇଥିଲେ ମଧ୍ୟ ଏଫଆଇଆର ରୁଜୁ ହୋଇନଥିବା ଅଭିଯୋଗ ହୋଇଛି। (210, 1019, 340, 1179)
hearing-body-2: ଅନେକ ବିଭାଗର ଅଧିକାରୀ ମଧ୍ୟ ଅନୁପସ୍ଥିତ ଥିଲେ। ଯେଉଁ ଅଧିକାରୀ ଆସିଥିଲେ ସେମାନେ ଅଭିଯୋଗ ଗ୍ରହଣ କରିଥିଲେ। ମାତ୍ର ସମାଧାନ ନେଇ କିଛି କହିନଥିଲେ। ଏହା ଫଳରେ ଲୋକଙ୍କ ମଧ୍ୟରେ ଅସନ୍ତୋଷ ସୃଷ୍ଟି ହୋଇଛି। (553, 1393, 683, 1520)
registration-square (593, 2310, 607, 2324)
